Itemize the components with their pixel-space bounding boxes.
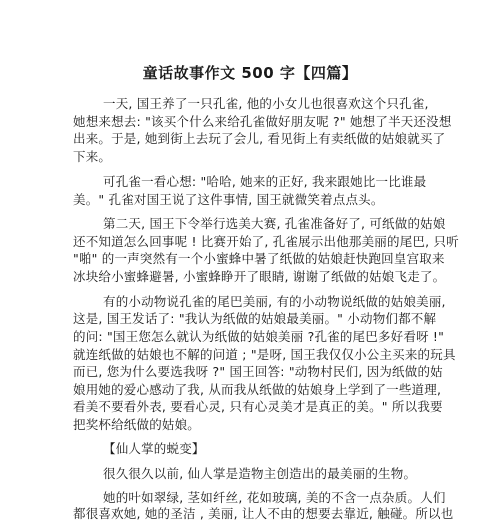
paragraph-line: 就连纸做的姑娘也不解的问道 ; "是呀, 国王我仅仅小公主买来的玩具	[73, 347, 456, 362]
section-heading: 【仙人掌的蜕变】	[103, 441, 205, 456]
paragraph-line: 她的叶如翠绿, 茎如纤丝, 花如玻璃, 美的不含一点杂质。人们	[103, 490, 446, 505]
paragraph-line: 的问: "国王您怎么就认为纸做的姑娘美丽 ?孔雀的尾巴多好看呀 !"	[73, 329, 445, 344]
paragraph-line: 下来。	[73, 149, 112, 164]
paragraph-line: 可孔雀一看心想: "哈哈, 她来的正好, 我来跟她比一比谁最	[103, 174, 427, 189]
paragraph-line: 一天, 国王养了一只孔雀, 他的小女儿也很喜欢这个只孔雀,	[103, 96, 429, 111]
paragraph-line: 这是, 国王发话了: "我认为纸做的姑娘最美丽。" 小动物们都不解	[73, 311, 437, 326]
paragraph-line: 她想来想去: "该买个什么来给孔雀做好朋友呢 ?" 她想了半天还没想	[73, 114, 452, 129]
paragraph-line: 都很喜欢她, 她的圣洁 , 美丽, 让人不由的想要去靠近, 触碰。所以也	[73, 506, 454, 521]
paragraph-line: 看美不要看外表, 要看心灵, 只有心灵美才是真正的美。" 所以我要	[73, 399, 443, 414]
paragraph-line: 出来。于是, 她到街上去玩了会儿, 看见街上有卖纸做的姑娘就买了	[73, 131, 446, 146]
paragraph-line: 还不知道怎么回事呢 ! 比赛开始了, 孔雀展示出他那美丽的尾巴, 只听	[73, 234, 459, 249]
paragraph-line: "啪" 的一声突然有一个小蜜蜂中暑了纸做的姑娘赶快跑回皇宫取来	[73, 251, 445, 266]
paragraph-line: 很久很久以前, 仙人掌是造物主创造出的最美丽的生物。	[103, 466, 417, 481]
paragraph-line: 美。" 孔雀对国王说了这件事情, 国王就微笑着点点头。	[73, 192, 384, 207]
paragraph-line: 有的小动物说孔雀的尾巴美丽, 有的小动物说纸做的姑娘美丽,	[103, 294, 446, 309]
paragraph-line: 冰块给小蜜蜂避暑, 小蜜蜂睁开了眼睛, 谢谢了纸做的姑娘飞走了。	[73, 269, 446, 284]
document-title: 童话故事作文 500 字【四篇】	[142, 64, 358, 82]
paragraph-line: 而已, 您为什么要选我呀 ?" 国王回答: "动物村民们, 因为纸做的姑	[73, 364, 443, 379]
paragraph-line: 第二天, 国王下令举行选美大赛, 孔雀准备好了, 可纸做的姑娘	[103, 216, 446, 231]
paragraph-line: 把奖杯给纸做的姑娘。	[73, 417, 201, 432]
paragraph-line: 娘用她的爱心感动了我, 从而我从纸做的姑娘身上学到了一些道理,	[73, 382, 442, 397]
